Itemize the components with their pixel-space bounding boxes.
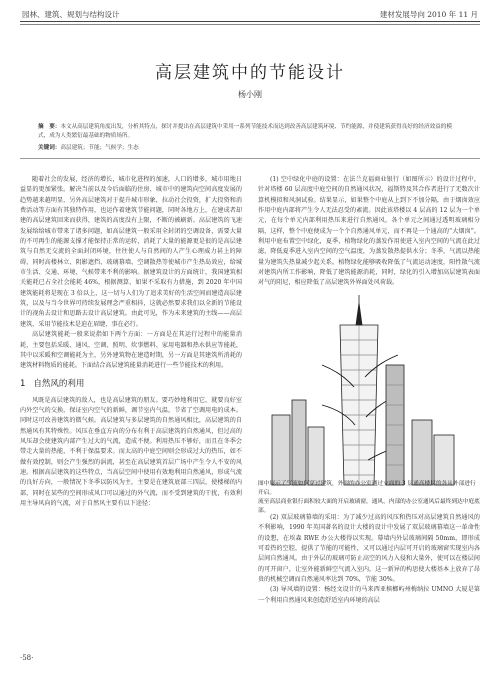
section-heading-1	[20, 378, 242, 390]
section-number: 1	[20, 378, 26, 389]
abstract-divider	[20, 158, 480, 159]
left-column	[20, 175, 242, 509]
section1-paragraph-1: 风既是高层建筑的敌人，也是高层建筑的朋友。要巧妙地利用它，就要良好室内外空气的交换，保证室内空气的新鲜，调节室内气温，节省了空调用电的成本。同时这可改善建筑的微气候。高层建筑与多层建筑的自然通风相比，高层建筑的自然通风有其特殊性。风压在垂直方向的分布有利于高层建筑的自然通风，但过高的风压却会使建筑内部产生过大的气流，造成不便。利用热压不够好，而且在冬季会带走大量的热能，不利于保温要求。而太高的中庭空间则会形成过大的热压，如不做有效控制，则会产生强烈的涡流，甚至在高层建筑首层广场中产生令人不安的风速。根据高层建筑的这些特点，当高层空间中使用有效地利用自然通风，形成气流的良好方向，一般情况下冬季以防风为主，主要是在建筑底部三四层，使楼梯的内部，同时在某些的空间形成风口可以通过的外气流，而不受到建筑的干扰，有效利用主导风向的气流，对于自然风主要有以下途径：	[20, 396, 242, 507]
keywords	[38, 144, 462, 153]
atrium-paragraph: (1) 空中绿化中庭的设置：在法兰克福商业银行（如图所示）的设计过程中，针对塔楼 60 层高度中庭空间的自然通风状况，福斯特及其合作者进行了无数次计算机模拟和风洞试验。结果显示，如果整个中庭从上到下不加分隔，由于烟囱效应作用中庭内部将产生令人无法忍受的紊流。因此该塔楼以 4 层高的 12 层为一个单元，在每个单元内部利用热压来进行自然通风，各个单元之间通过透明玻璃相分隔，这样，整个中庭便成为一个个自然通风单元，而不再是一个通高的“大烟囱”。利用中庭布置空中绿化，夏季，植物绿化的蒸发作用使进入室内空间的气流在此过滤，降低夏季进入室内空间的空气温度，为蒸发散热提供水分；冬季，气流以热能量为建筑失热量减少起关系。植物绿化能够吸收降低了气流运动速度，阳性散气流对建筑内所工作影响，降低了建筑能源消耗，同时，绿化的引入增加高层建筑表面对气的阻尼，相应降低了高层建筑外界面处风荷载。	[258, 176, 480, 287]
abstract-text: 本文从高层建筑角度出发，分析其特点，探讨并提出在高层建筑中采用一系列节能技术而达到改善高层建筑环境、节约能源，并使建筑获得良好的经济效益的模式，成为人类繁衍最基础的物质场所。	[38, 124, 452, 139]
keywords-text: 高层建筑；节能；气候学；生态	[60, 145, 139, 151]
intro-paragraph-2: 高层建筑能耗一般来说指如下两个方面：一方面是在其运行过程中的能量消耗，主要包括采暖、通风、空调、照明、炊事燃料、家用电器和热水供应等能耗，其中以采暖和空调能耗为主，另外建筑物在建造时期，另一方面是其建筑所消耗的建筑材料物质的能耗。下面结合高层建筑能量消耗进行一些节能技术的利用。	[20, 331, 242, 370]
right-column-bottom	[258, 513, 480, 606]
paper-author: 杨小刚	[238, 90, 262, 99]
skyline-image	[272, 295, 454, 485]
page-number: ·58·	[20, 654, 34, 662]
header-journal-section: 园林、建筑、规划与结构设计	[22, 10, 120, 19]
abstract	[38, 123, 462, 141]
header-issue: 建材发展导向 2010 年 11 月	[379, 10, 478, 19]
figure-caption-line1: 图中展示了气流如何穿过建筑，外围的办公室通过立面的 3 层通高楼层的各从外部进行开启。	[258, 481, 476, 496]
abstract-label: 摘 要：	[38, 124, 61, 130]
wind-wall-paragraph: (3) 导风墙的设置：杨经文设计的马来西亚槟榔屿州梅纳拉 UMNO 大厦是第一个利用自然通风来创造舒适室内环境的高层	[258, 586, 480, 604]
right-column-top	[258, 175, 480, 289]
intro-paragraph-1: 随着社会的发展，经济的增长，城市化进程的加速，人口的增多，城市用地日益显的更加紧张。解决当前以及今后面临的住房、城市中的建筑向空间高度发展的趋势越来越明显，另外高层建筑对于提升城市形象，拉动社会投资，扩大投资和消费活动等方面有其独特作用，也运作着建筑节能问题，同时各地方上，在建成者却建的高层建筑回来而获得，建筑的高度没有上限，不断的被刷新。高层建筑的飞速发展给给城市带来了诸多问题，如高层建筑一般采用全封闭的空调设备，需要大量的不可再生的能源支撑才能保持正常的运转，消耗了大量的能源更是很的是高层建筑与自然无交流的全面封闭环境，往往使人与自然间的人产生心理威力甚上的障碍，同时高楼林立、阴影遮挡、玻璃幕墙、空调散热等使城市产生热岛效应，给城市生活、交通、环境、气候带来不利的影响。据建筑设计的方面统计，我国建筑相关能耗已占全社会能耗 46%，根据测算，如果不采取有力措施，到 2020 年中国建筑能耗将是现在 3 倍以上，这一切与人们为了追求美好的生活空间而建造高层建筑，以及与当今世界可持续发展理念严重相抖，这就必然要求我们以全新的节能设计的视角去设计和思路去设计高层建筑。由此可见，作为未来建筑的主线——高层建筑，采用节能技术是迫在眉睫，事在必行。	[20, 176, 242, 328]
figure-caption	[258, 480, 480, 516]
building-figure	[262, 295, 464, 488]
section-title: 自然风的利用	[33, 378, 85, 389]
figure-caption-line2: 流至高层商业银行面积较大面的开启玻璃窗，通风，内部的办公室通风后最终到达中庭底部。	[258, 499, 480, 514]
header-rule	[20, 21, 480, 22]
keywords-label: 关键词：	[38, 145, 61, 151]
paper-title: 高层建筑中的节能设计	[155, 63, 345, 83]
double-facade-paragraph: (2) 双层玻璃幕墙的采用：为了减少过高的风压和热压对高层建筑自然通风的不利影响，1990 年英国著名的设计大楼的设计中发展了双层玻璃幕墙这一革命性的设想，在埃森 RWE 办公大楼得以实现。幕墙内外层玻璃间隔 50mm，即形成可看热的空腔，提供了节能的可能性，又可以通过内层可开启的玻璃窗实现室内各层间自然通风。由于外层的玻璃可防止高空的风力入侵和大量外，使可以在楼层间的可开窗户，让室外能新鲜空气流入室内，这一新异的构思使大楼基本上放弃了昂贵的机械空调而自然通风率达到 70%，节能 30%。	[258, 514, 480, 584]
header-rule-thin	[20, 24, 480, 25]
